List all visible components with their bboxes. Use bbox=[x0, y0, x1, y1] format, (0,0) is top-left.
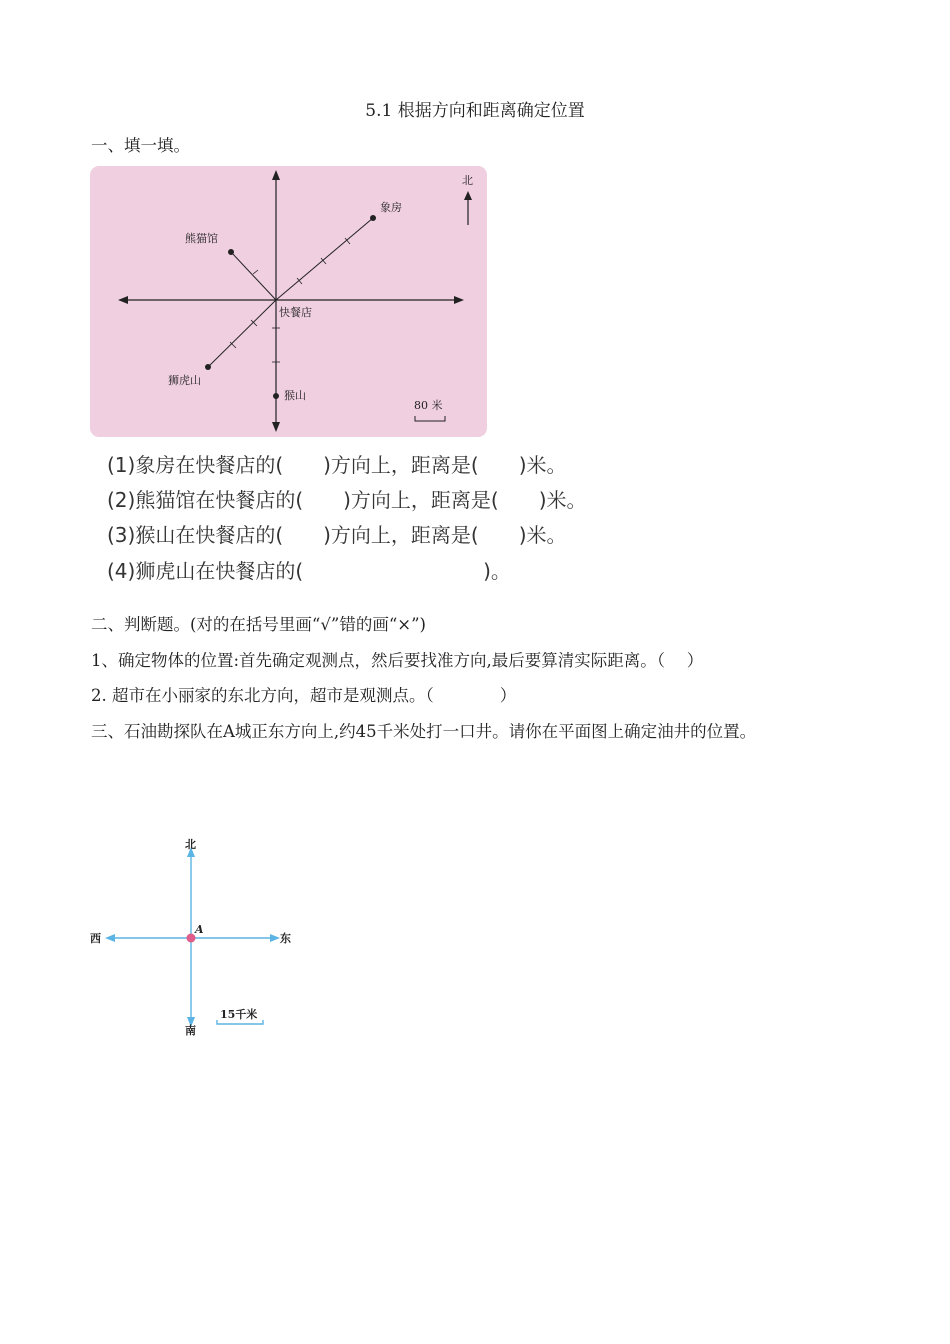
east-arrow-icon bbox=[270, 934, 280, 942]
page-title: 5.1 根据方向和距离确定位置 bbox=[365, 101, 585, 121]
north-label: 北 bbox=[185, 838, 196, 851]
west-label: 西 bbox=[90, 932, 101, 945]
point-a-label: A bbox=[195, 923, 204, 936]
south-label: 南 bbox=[185, 1024, 196, 1037]
axis-arrow-north bbox=[272, 170, 280, 180]
zoo-map bbox=[90, 166, 487, 437]
east-label: 东 bbox=[280, 932, 291, 945]
lion-tiger-hill-point bbox=[205, 364, 211, 370]
compass-map bbox=[80, 832, 310, 1046]
question-3: (3)猴山在快餐店的( )方向上，距离是( )米。 bbox=[107, 523, 567, 547]
section2-heading: 二、判断题。(对的在括号里画“√”错的画“×”) bbox=[91, 615, 426, 634]
elephant-house-label: 象房 bbox=[380, 201, 402, 214]
monkey-hill-point bbox=[273, 393, 279, 399]
axis-arrow-south bbox=[272, 422, 280, 432]
question-4: (4)狮虎山在快餐店的( )。 bbox=[107, 559, 511, 583]
judge-item-1: 1、确定物体的位置:首先确定观测点，然后要找准方向,最后要算清实际距离。（ ） bbox=[91, 651, 704, 670]
section1-heading: 一、填一填。 bbox=[91, 136, 190, 155]
scale-label: 80 米 bbox=[414, 399, 443, 412]
lion-tiger-hill-label: 狮虎山 bbox=[168, 374, 201, 387]
section3-heading: 三、石油勘探队在A城正东方向上,约45千米处打一口井。请你在平面图上确定油井的位置。 bbox=[91, 722, 757, 741]
west-arrow-icon bbox=[105, 934, 115, 942]
question-2: (2)熊猫馆在快餐店的( )方向上，距离是( )米。 bbox=[107, 488, 587, 512]
north-label: 北 bbox=[462, 174, 473, 187]
judge-item-2: 2. 超市在小丽家的东北方向，超市是观测点。（ ） bbox=[91, 686, 517, 705]
panda-house-point bbox=[228, 249, 234, 255]
scale-label: 15千米 bbox=[220, 1008, 258, 1021]
panda-house-label: 熊猫馆 bbox=[185, 232, 218, 245]
axis-arrow-east bbox=[454, 296, 464, 304]
axis-arrow-west bbox=[118, 296, 128, 304]
question-1: (1)象房在快餐店的( )方向上，距离是( )米。 bbox=[107, 453, 567, 477]
north-arrow-icon bbox=[464, 191, 472, 200]
monkey-hill-label: 猴山 bbox=[284, 389, 306, 402]
center-label: 快餐店 bbox=[279, 306, 312, 319]
elephant-house-point bbox=[370, 215, 376, 221]
